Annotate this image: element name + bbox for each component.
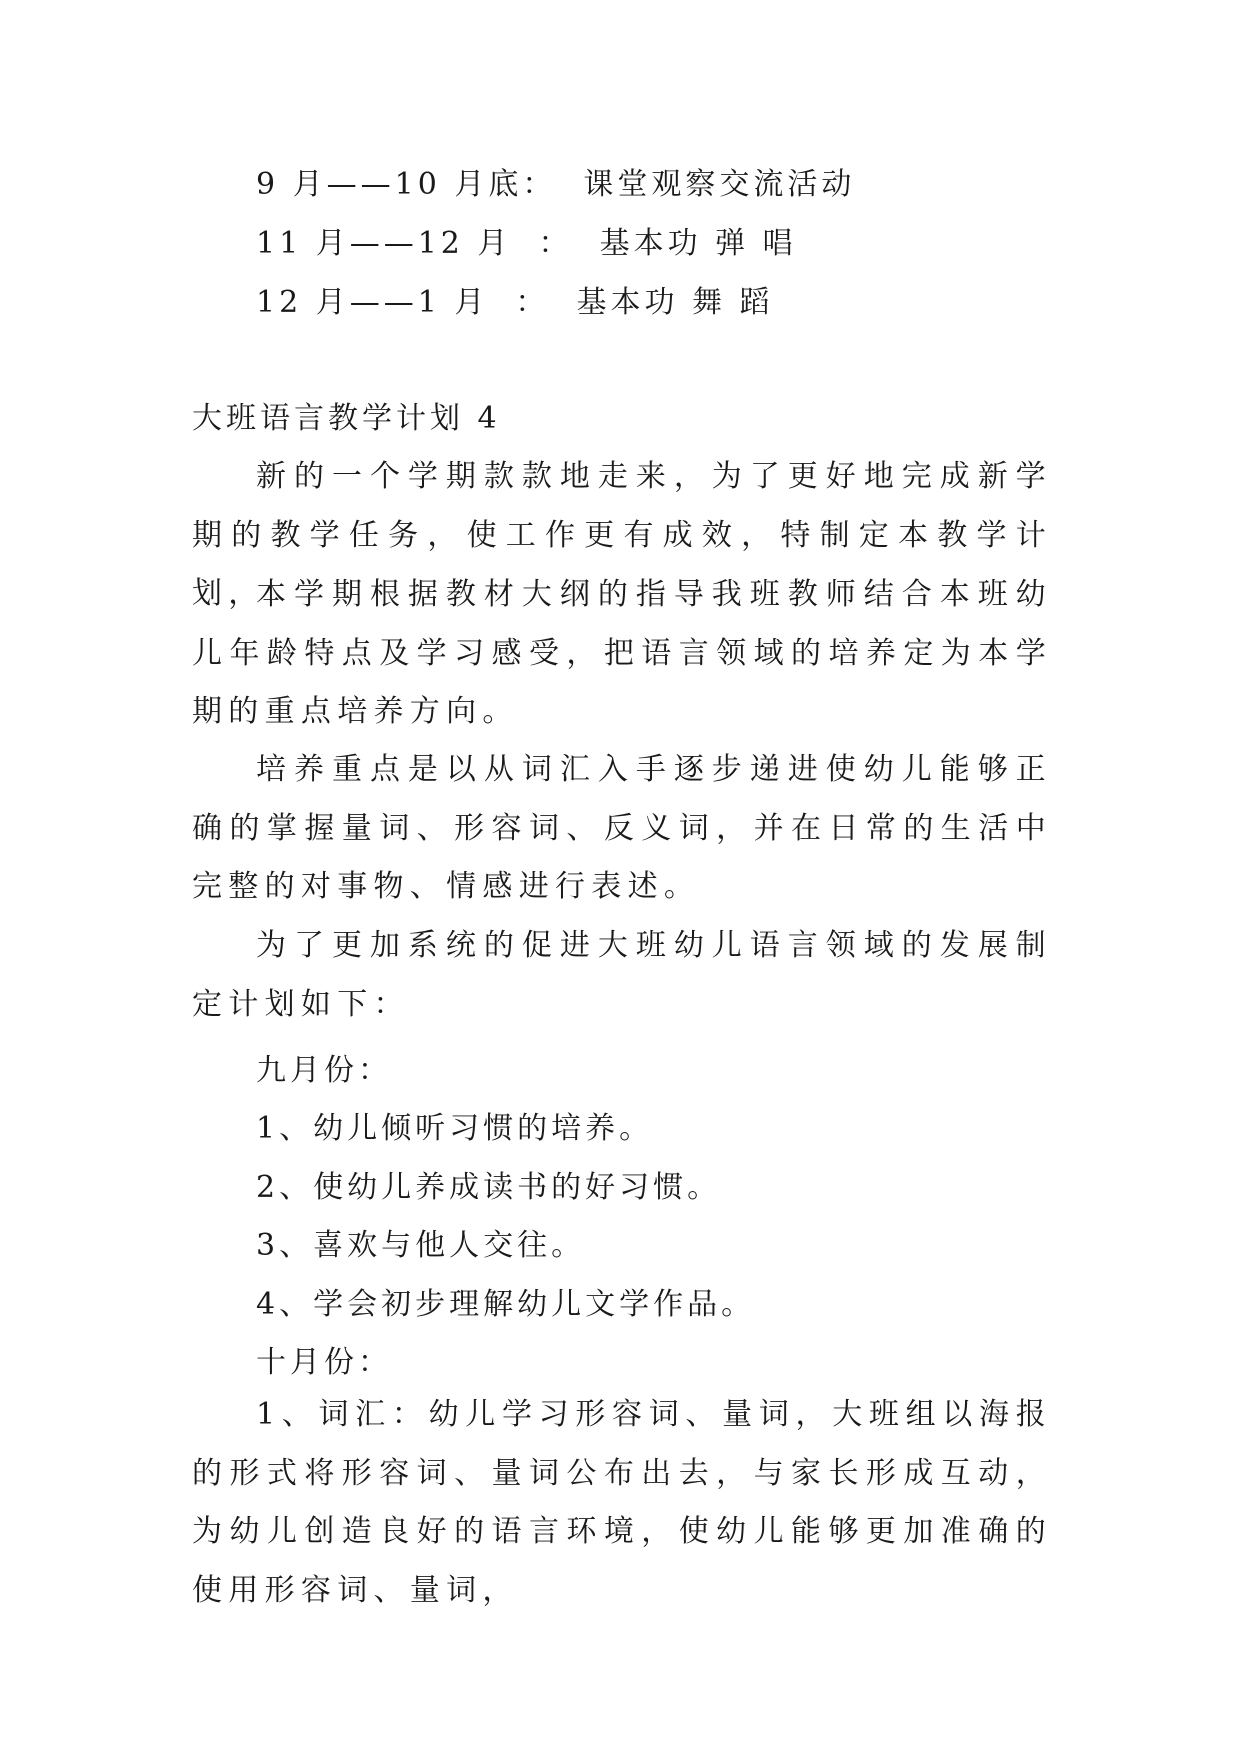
paragraph-focus: 培养重点是以从词汇入手逐步递进使幼儿能够正确的掌握量词、形容词、反义词，并在日常的生活中完整的对事物、情感进行表述。 xyxy=(192,752,1052,904)
list-item: 3、喜欢与他人交往。 xyxy=(256,1228,586,1263)
paragraph-intro: 新的一个学期款款地走来，为了更好地完成新学期的教学任务，使工作更有成效，特制定本教学计划， xyxy=(192,459,1052,611)
september-heading: 九月份： xyxy=(256,1053,392,1088)
list-item: 2、使幼儿养成读书的好习惯。 xyxy=(256,1170,722,1205)
october-item-1: 1、词汇：幼儿学习形容词、量词，大班组以海报的形式将形容词、量词公布出去，与家长形成互动，为幼儿创造良好的语言环境，使幼儿能够更加准确的使用形容词、量词， xyxy=(192,1397,1052,1608)
october-heading: 十月份： xyxy=(256,1345,392,1380)
list-item: 4、学会初步理解幼儿文学作品。 xyxy=(256,1287,756,1322)
section-title: 大班语言教学计划 4 xyxy=(192,401,501,436)
paragraph-plan: 为了更加系统的促进大班幼儿语言领域的发展制定计划如下： xyxy=(192,928,1052,1022)
paragraph-basis: 本学期根据教材大纲的指导我班教师结合本班幼儿年龄特点及学习感受，把语言领域的培养定为本学期的重点培养方向。 xyxy=(192,577,1052,729)
list-item: 1、幼儿倾听习惯的培养。 xyxy=(256,1111,654,1146)
schedule-line-2: 11 月——12 月 ： 基本功 弹 唱 xyxy=(256,226,797,261)
schedule-line-3: 12 月——1 月 ： 基本功 舞 蹈 xyxy=(256,285,774,320)
schedule-line-1: 9 月——10 月底： 课堂观察交流活动 xyxy=(256,167,856,202)
